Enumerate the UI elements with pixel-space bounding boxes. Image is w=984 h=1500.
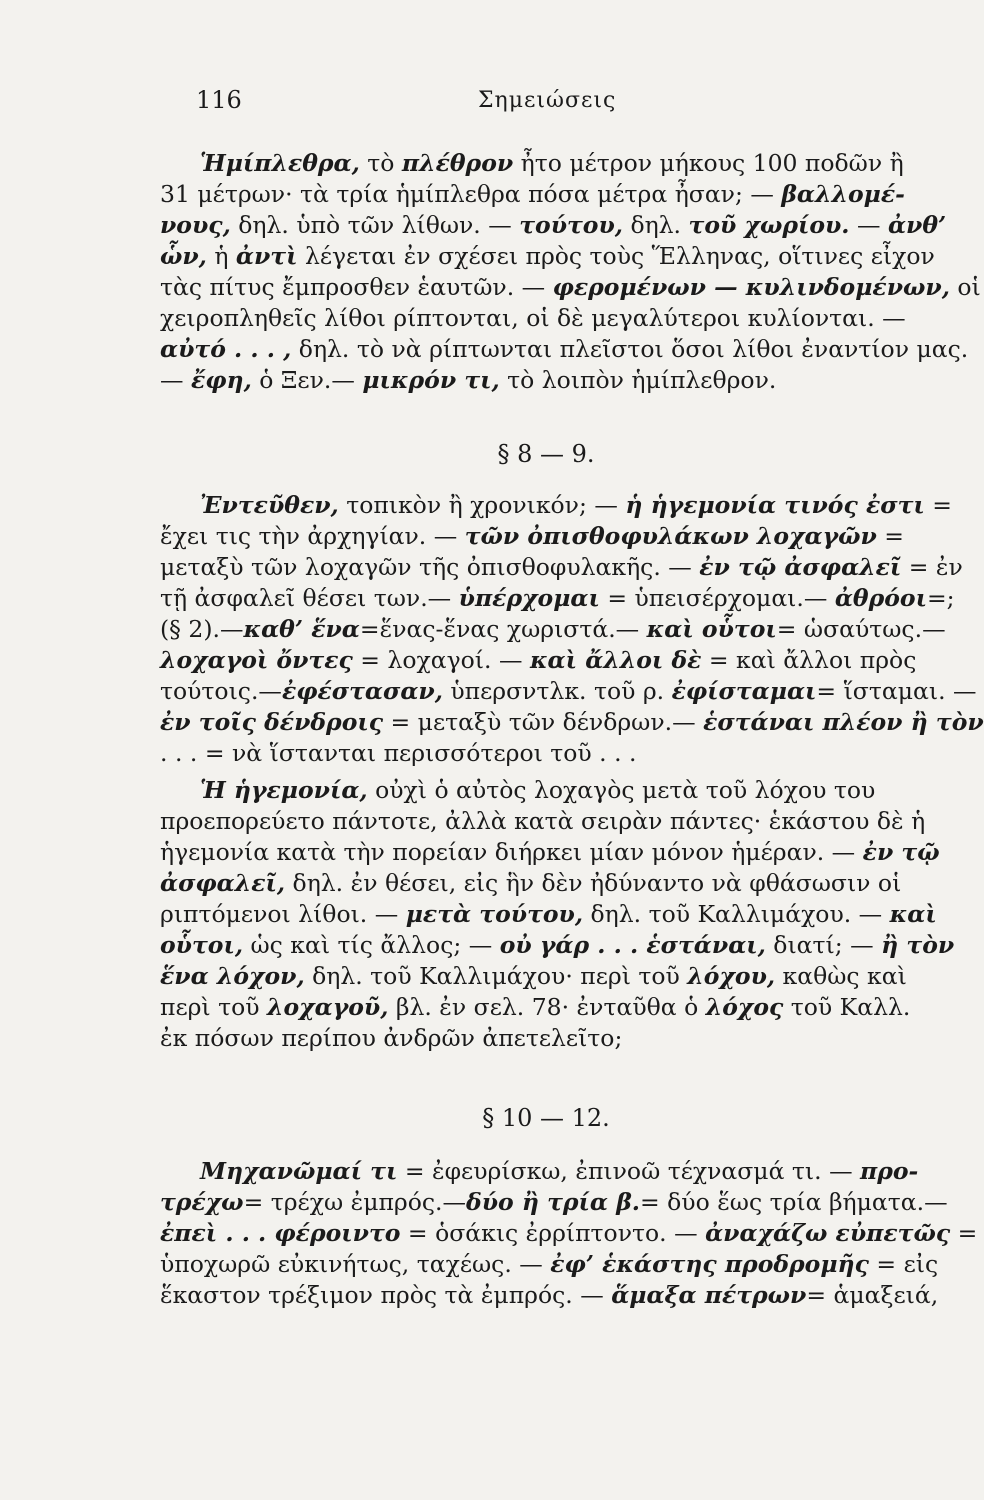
gloss-text: =	[876, 522, 904, 550]
gloss-text: = ὑπεισέρχομαι.—	[599, 584, 835, 612]
gloss-text: βλ. ἐν σελ. 78· ἐνταῦθα ὁ	[388, 993, 706, 1021]
gloss-text: διατί; —	[765, 931, 882, 959]
text-line	[160, 1249, 939, 1280]
gloss-text: ὑποχωρῶ εὐκινήτως, ταχέως. —	[160, 1250, 551, 1278]
lemma-term: τούτου,	[519, 211, 623, 239]
gloss-text: μεταξὺ τῶν λοχαγῶν τῆς ὀπισθοφυλακῆς. —	[160, 553, 700, 581]
lemma-term: λόχος	[705, 993, 784, 1021]
lemma-term: λόχου,	[687, 962, 776, 990]
text-line	[160, 521, 902, 552]
text-line	[160, 583, 955, 614]
lemma-term: προ-	[860, 1157, 919, 1185]
gloss-text: ἡ	[206, 242, 236, 270]
lemma-term: τρέχω	[160, 1188, 244, 1216]
gloss-text: =;	[926, 584, 955, 612]
lemma-term: νους,	[160, 211, 231, 239]
lemma-term: τῶν ὀπισθοφυλάκων λοχαγῶν	[464, 522, 877, 550]
text-line	[160, 738, 902, 769]
lemma-term: καθ’ ἕνα	[243, 615, 360, 643]
running-title: Σημειώσεις	[478, 88, 617, 113]
gloss-text: καθὼς καὶ	[775, 962, 907, 990]
lemma-term: βαλλομέ-	[781, 180, 905, 208]
lemma-term: ἀσφαλεῖ,	[160, 869, 286, 897]
gloss-text: ἐκ πόσων περίπου ἀνδρῶν ἀπετελεῖτο;	[160, 1024, 623, 1052]
text-line	[160, 1156, 919, 1187]
gloss-text: = εἰς	[868, 1250, 939, 1278]
lemma-term: ἀθρόοι	[834, 584, 927, 612]
gloss-text: = ἵσταμαι. —	[816, 677, 977, 705]
gloss-text: = ἁμαξειά,	[806, 1281, 939, 1309]
gloss-text: (§ 2).—	[160, 615, 244, 643]
gloss-text: τοπικὸν ἢ χρονικόν; —	[338, 491, 626, 519]
lemma-term: καὶ ἄλλοι δὲ	[529, 646, 702, 674]
text-line	[160, 552, 963, 583]
gloss-text: ἔχει τις τὴν ἀρχηγίαν. —	[160, 522, 465, 550]
lemma-term: Ἡμίπλεθρα,	[200, 149, 360, 177]
lemma-term: ἅμαξα πέτρων	[611, 1281, 807, 1309]
gloss-text: δηλ. τοῦ Καλλιμάχου· περὶ τοῦ	[304, 962, 688, 990]
lemma-term: ὧν,	[160, 242, 207, 270]
lemma-term: ἢ τὸν	[881, 931, 955, 959]
gloss-text: οὐχὶ ὁ αὐτὸς λοχαγὸς μετὰ τοῦ λόχου του	[367, 776, 876, 804]
lemma-term: ἐν τῷ ἀσφαλεῖ	[699, 553, 902, 581]
gloss-text: = λοχαγοί. —	[352, 646, 530, 674]
lemma-term: ἡ ἡγεμονία τινός ἐστι	[625, 491, 925, 519]
gloss-text: δηλ.	[622, 211, 689, 239]
gloss-text: χειροπληθεῖς λίθοι ρίπτονται, οἱ δὲ μεγαλύτεροι κυλίονται. —	[160, 304, 906, 332]
text-line	[160, 334, 969, 365]
gloss-text: τὰς πίτυς ἔμπροσθεν ἑαυτῶν. —	[160, 273, 553, 301]
gloss-text: τοῦ Καλλ.	[783, 993, 911, 1021]
text-line	[160, 676, 977, 707]
lemma-term: φερομένων — κυλινδομένων,	[552, 273, 950, 301]
text-line	[160, 1218, 978, 1249]
gloss-text: τῇ ἀσφαλεῖ θέσει των.—	[160, 584, 459, 612]
gloss-text: τὸ	[359, 149, 402, 177]
gloss-text: τὸ λοιπὸν ἡμίπλεθρον.	[499, 366, 777, 394]
gloss-text: ὑπερσντλκ. τοῦ ρ.	[442, 677, 672, 705]
lemma-term: ἀντὶ	[235, 242, 298, 270]
lemma-term: ἐπεὶ . . . φέροιντο	[160, 1219, 401, 1247]
lemma-term: καὶ οὗτοι	[646, 615, 777, 643]
text-line	[160, 365, 902, 396]
lemma-term: ἐν τῷ	[862, 838, 940, 866]
paragraph	[160, 490, 984, 769]
lemma-term: μικρόν τι,	[362, 366, 500, 394]
gloss-text: ἡγεμονία κατὰ τὴν πορείαν διήρκει μίαν μόνον ἡμέραν. —	[160, 838, 863, 866]
gloss-text: ἕκαστον τρέξιμον πρὸς τὰ ἐμπρός. —	[160, 1281, 612, 1309]
gloss-text: = ὁσάκις ἐρρίπτοντο. —	[400, 1219, 706, 1247]
lemma-term: τοῦ χωρίου.	[688, 211, 850, 239]
gloss-text: προεπορεύετο πάντοτε, ἀλλὰ κατὰ σειρὰν πάντες· ἑκάστου δὲ ἡ	[160, 807, 926, 835]
lemma-term: οὗτοι,	[160, 931, 244, 959]
text-line	[160, 210, 947, 241]
text-line	[160, 707, 984, 738]
lemma-term: ὑπέρχομαι	[458, 584, 600, 612]
lemma-term: Ἡ ἡγεμονία,	[200, 776, 368, 804]
paragraph	[160, 775, 955, 1054]
lemma-term: ἕνα λόχον,	[160, 962, 305, 990]
page-header	[0, 86, 963, 126]
gloss-text: ὡς καὶ τίς ἄλλος; —	[243, 931, 500, 959]
text-line	[160, 1023, 902, 1054]
gloss-text: οἱ	[949, 273, 981, 301]
text-line	[160, 868, 902, 899]
text-line	[160, 303, 906, 334]
lemma-term: ἐν τοῖς δένδροις	[160, 708, 384, 736]
gloss-text: ριπτόμενοι λίθοι. —	[160, 900, 406, 928]
lemma-term: αὐτό . . . ,	[160, 335, 292, 363]
gloss-text: = ἐφευρίσκω, ἐπινοῶ τέχνασμά τι. —	[397, 1157, 861, 1185]
gloss-text: = μεταξὺ τῶν δένδρων.—	[383, 708, 704, 736]
text-line	[160, 272, 981, 303]
gloss-text: 31 μέτρων· τὰ τρία ἡμίπλεθρα πόσα μέτρα ἦσαν; —	[160, 180, 782, 208]
gloss-text: ἦτο μέτρον μήκους 100 ποδῶν ἢ	[513, 149, 904, 177]
text-line	[160, 179, 905, 210]
lemma-term: δύο ἢ τρία β.	[466, 1188, 640, 1216]
lemma-term: λοχαγοῦ,	[267, 993, 389, 1021]
gloss-text: —	[160, 366, 191, 394]
text-line	[160, 992, 911, 1023]
gloss-text: = δύο ἕως τρία βήματα.—	[639, 1188, 948, 1216]
text-line	[160, 1187, 948, 1218]
lemma-term: ἐφίσταμαι	[671, 677, 817, 705]
page-number: 116	[196, 86, 242, 114]
text-line	[160, 645, 917, 676]
gloss-text: δηλ. τὸ νὰ ρίπτωνται πλεῖστοι ὅσοι λίθοι ἐναντίον μας.	[291, 335, 969, 363]
gloss-text: περὶ τοῦ	[160, 993, 268, 1021]
gloss-text: δηλ. τοῦ Καλλιμάχου. —	[583, 900, 890, 928]
paragraph	[160, 148, 981, 396]
gloss-text: ὁ Ξεν.—	[251, 366, 363, 394]
lemma-term: οὐ γάρ . . . ἑστάναι,	[499, 931, 766, 959]
text-line	[160, 614, 946, 645]
lemma-term: ἐφ’ ἑκάστης προδρομῆς	[550, 1250, 869, 1278]
text-line	[160, 837, 940, 868]
gloss-text: δηλ. ὑπὸ τῶν λίθων. —	[230, 211, 520, 239]
gloss-text: = ὡσαύτως.—	[776, 615, 946, 643]
gloss-text: = τρέχω ἐμπρός.—	[243, 1188, 467, 1216]
section-heading: § 8 — 9.	[497, 440, 595, 468]
text-line	[160, 490, 952, 521]
gloss-text: = ἐν	[901, 553, 963, 581]
gloss-text: =ἕνας-ἕνας χωριστά.—	[359, 615, 647, 643]
lemma-term: ἔφη,	[190, 366, 252, 394]
lemma-term: πλέθρον	[401, 149, 514, 177]
gloss-text: τούτοις.—	[160, 677, 282, 705]
notes-body	[160, 148, 984, 1311]
lemma-term: λοχαγοὶ ὄντες	[160, 646, 353, 674]
text-line	[160, 148, 902, 179]
text-line	[160, 806, 926, 837]
section-heading: § 10 — 12.	[482, 1104, 610, 1132]
lemma-term: Μηχανῶμαί τι	[200, 1157, 398, 1185]
text-line	[160, 1280, 939, 1311]
gloss-text: =	[950, 1219, 978, 1247]
lemma-term: ἀνθ’	[887, 211, 947, 239]
lemma-term: μετὰ τούτου,	[405, 900, 584, 928]
text-line	[160, 961, 907, 992]
lemma-term: Ἐντεῦθεν,	[200, 491, 339, 519]
lemma-term: καὶ	[889, 900, 937, 928]
lemma-term: ἀναχάζω εὐπετῶς	[705, 1219, 951, 1247]
gloss-text: = καὶ ἄλλοι πρὸς	[701, 646, 917, 674]
gloss-text: λέγεται ἐν σχέσει πρὸς τοὺς Ἕλληνας, οἵτινες εἶχον	[297, 242, 935, 270]
paragraph	[160, 1156, 978, 1311]
text-line	[160, 930, 955, 961]
gloss-text: =	[924, 491, 952, 519]
text-line	[160, 899, 937, 930]
lemma-term: ἐφέστασαν,	[281, 677, 443, 705]
gloss-text: δηλ. ἐν θέσει, εἰς ἣν δὲν ἠδύναντο νὰ φθάσωσιν οἱ	[285, 869, 902, 897]
lemma-term: ἑστάναι πλέον ἢ τὸν	[703, 708, 984, 736]
text-line	[160, 241, 935, 272]
text-line	[160, 775, 902, 806]
gloss-text: —	[849, 211, 888, 239]
gloss-text: . . . = νὰ ἵστανται περισσότεροι τοῦ . . .	[160, 739, 637, 767]
